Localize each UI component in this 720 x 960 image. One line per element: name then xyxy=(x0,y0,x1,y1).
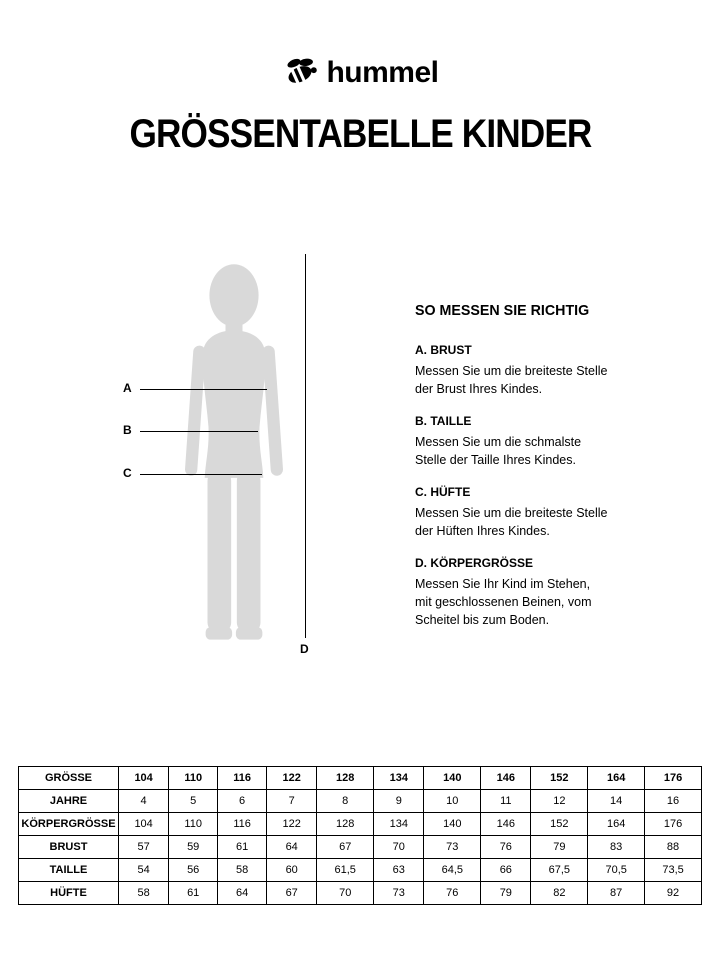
table-cell: 61 xyxy=(218,836,267,859)
table-cell: 70 xyxy=(317,882,374,905)
table-cell: 146 xyxy=(481,767,531,790)
table-cell: 79 xyxy=(481,882,531,905)
table-cell: 73,5 xyxy=(645,859,702,882)
table-cell: 164 xyxy=(588,813,645,836)
table-cell: 61,5 xyxy=(317,859,374,882)
table-row xyxy=(19,859,702,882)
table-cell: 54 xyxy=(119,859,169,882)
table-cell: 12 xyxy=(531,790,588,813)
table-cell: 67,5 xyxy=(531,859,588,882)
guide-item-text: Messen Sie um die schmalste Stelle der Taille Ihres Kindes. xyxy=(415,435,582,467)
table-cell: 87 xyxy=(588,882,645,905)
brand-logo xyxy=(0,54,720,88)
table-cell: 79 xyxy=(531,836,588,859)
table-cell: 58 xyxy=(119,882,169,905)
table-cell: 116 xyxy=(218,767,267,790)
guide-item-text: Messen Sie um die breiteste Stelle der Brust Ihres Kindes. xyxy=(415,364,608,396)
guide-item-brust xyxy=(415,343,615,398)
measure-line-c xyxy=(140,474,262,475)
table-cell: 4 xyxy=(119,790,169,813)
table-cell: 152 xyxy=(531,767,588,790)
table-cell: 176 xyxy=(645,767,702,790)
row-label: HÜFTE xyxy=(19,882,119,905)
table-cell: 73 xyxy=(374,882,424,905)
table-cell: 5 xyxy=(169,790,218,813)
marker-label-c: C xyxy=(123,466,132,480)
table-cell: 14 xyxy=(588,790,645,813)
table-cell: 70,5 xyxy=(588,859,645,882)
row-label: JAHRE xyxy=(19,790,119,813)
table-cell: 122 xyxy=(267,813,317,836)
size-table-body xyxy=(19,767,702,905)
table-cell: 64 xyxy=(218,882,267,905)
measuring-guide xyxy=(415,302,615,645)
table-cell: 110 xyxy=(169,813,218,836)
table-cell: 176 xyxy=(645,813,702,836)
table-cell: 104 xyxy=(119,767,169,790)
row-label: KÖRPERGRÖSSE xyxy=(19,813,119,836)
table-cell: 57 xyxy=(119,836,169,859)
table-cell: 122 xyxy=(267,767,317,790)
guide-item-label: C. HÜFTE xyxy=(415,485,471,499)
measure-line-d xyxy=(305,254,306,638)
table-cell: 61 xyxy=(169,882,218,905)
row-label: GRÖSSE xyxy=(19,767,119,790)
table-row xyxy=(19,882,702,905)
table-cell: 76 xyxy=(424,882,481,905)
table-cell: 10 xyxy=(424,790,481,813)
table-cell: 128 xyxy=(317,813,374,836)
page-title-wrap xyxy=(0,112,720,157)
child-silhouette-figure xyxy=(182,250,286,668)
marker-label-d: D xyxy=(300,642,309,656)
table-cell: 152 xyxy=(531,813,588,836)
table-cell: 67 xyxy=(317,836,374,859)
table-cell: 146 xyxy=(481,813,531,836)
table-row xyxy=(19,790,702,813)
table-cell: 128 xyxy=(317,767,374,790)
guide-item-taille xyxy=(415,414,615,469)
measure-line-b xyxy=(140,431,258,432)
table-cell: 116 xyxy=(218,813,267,836)
table-cell: 134 xyxy=(374,767,424,790)
table-cell: 67 xyxy=(267,882,317,905)
table-cell: 70 xyxy=(374,836,424,859)
table-cell: 6 xyxy=(218,790,267,813)
table-cell: 64 xyxy=(267,836,317,859)
table-cell: 88 xyxy=(645,836,702,859)
table-cell: 82 xyxy=(531,882,588,905)
table-row xyxy=(19,813,702,836)
table-cell: 164 xyxy=(588,767,645,790)
table-cell: 104 xyxy=(119,813,169,836)
guide-item-label: B. TAILLE xyxy=(415,414,472,428)
table-cell: 58 xyxy=(218,859,267,882)
measure-line-a xyxy=(140,389,267,390)
page-title: GRÖSSENTABELLE KINDER xyxy=(129,112,591,156)
table-cell: 140 xyxy=(424,767,481,790)
guide-item-text: Messen Sie Ihr Kind im Stehen, mit geschlossenen Beinen, vom Scheitel bis zum Boden. xyxy=(415,577,592,627)
row-label: BRUST xyxy=(19,836,119,859)
table-cell: 59 xyxy=(169,836,218,859)
table-cell: 8 xyxy=(317,790,374,813)
marker-label-a: A xyxy=(123,381,132,395)
table-cell: 11 xyxy=(481,790,531,813)
row-label: TAILLE xyxy=(19,859,119,882)
guide-item-koerpergroesse xyxy=(415,556,615,629)
marker-label-b: B xyxy=(123,423,132,437)
table-cell: 110 xyxy=(169,767,218,790)
brand-logo-text: hummel xyxy=(326,56,439,89)
table-cell: 63 xyxy=(374,859,424,882)
table-cell: 7 xyxy=(267,790,317,813)
size-table xyxy=(18,766,702,905)
guide-item-label: D. KÖRPERGRÖSSE xyxy=(415,556,534,570)
table-cell: 140 xyxy=(424,813,481,836)
table-row xyxy=(19,836,702,859)
table-cell: 73 xyxy=(424,836,481,859)
hummel-bee-icon xyxy=(281,56,319,86)
table-cell: 134 xyxy=(374,813,424,836)
table-cell: 9 xyxy=(374,790,424,813)
table-cell: 60 xyxy=(267,859,317,882)
table-row xyxy=(19,767,702,790)
guide-heading: SO MESSEN SIE RICHTIG xyxy=(415,302,590,319)
guide-item-label: A. BRUST xyxy=(415,343,472,357)
table-cell: 92 xyxy=(645,882,702,905)
table-cell: 16 xyxy=(645,790,702,813)
table-cell: 76 xyxy=(481,836,531,859)
guide-item-text: Messen Sie um die breiteste Stelle der Hüften Ihres Kindes. xyxy=(415,506,608,538)
table-cell: 66 xyxy=(481,859,531,882)
table-cell: 64,5 xyxy=(424,859,481,882)
table-cell: 56 xyxy=(169,859,218,882)
guide-item-huefte xyxy=(415,485,615,540)
table-cell: 83 xyxy=(588,836,645,859)
